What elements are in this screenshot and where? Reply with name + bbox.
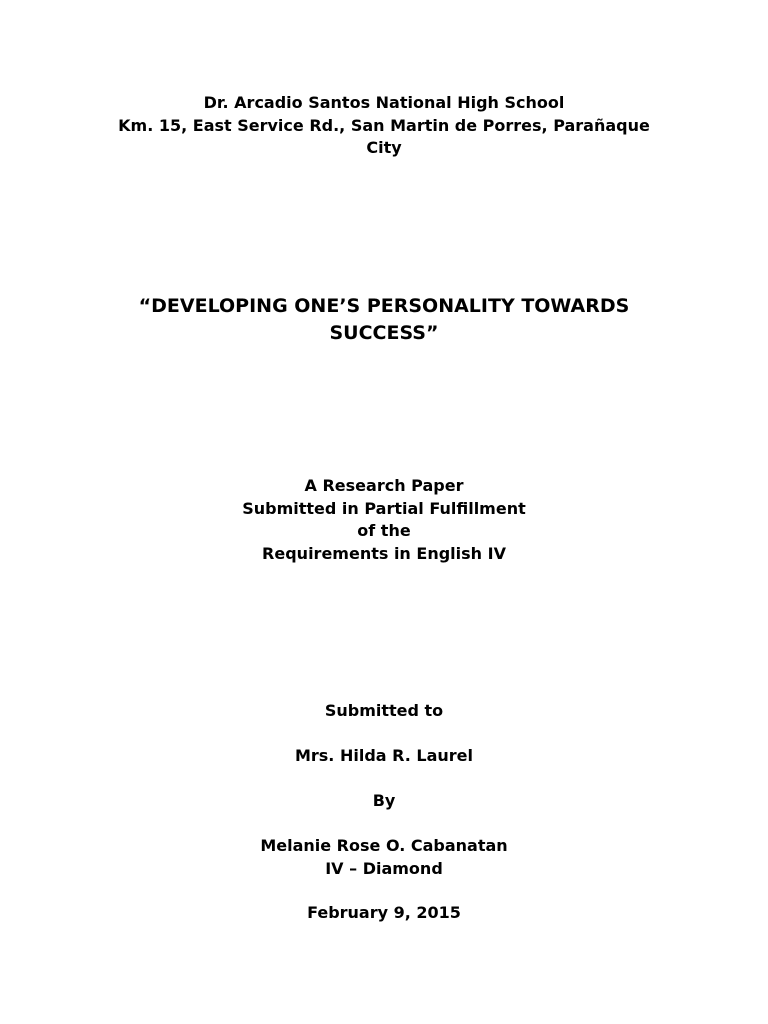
description-line-4: Requirements in English IV bbox=[262, 543, 506, 563]
paper-title bbox=[0, 293, 768, 347]
description-line-1: A Research Paper bbox=[304, 476, 464, 495]
student-block bbox=[0, 835, 768, 880]
school-name: Dr. Arcadio Santos National High School bbox=[203, 93, 565, 112]
teacher-block bbox=[0, 745, 768, 768]
paper-title-line-1: “DEVELOPING ONE’S PERSONALITY TOWARDS bbox=[138, 295, 630, 317]
submitted-to-label: Submitted to bbox=[324, 701, 444, 720]
student-name: Melanie Rose O. Cabanatan bbox=[260, 836, 508, 855]
by-label-block bbox=[0, 790, 768, 813]
paper-description bbox=[0, 475, 768, 565]
date-block bbox=[0, 902, 768, 925]
student-section: IV – Diamond bbox=[325, 858, 443, 878]
paper-title-line-2: SUCCESS” bbox=[329, 322, 439, 344]
school-address-line-2: City bbox=[366, 138, 402, 157]
submission-date: February 9, 2015 bbox=[307, 903, 461, 922]
submitted-to-label-block bbox=[0, 700, 768, 723]
teacher-name: Mrs. Hilda R. Laurel bbox=[294, 746, 474, 765]
by-label: By bbox=[372, 791, 396, 810]
description-line-3: of the bbox=[357, 521, 411, 540]
school-address-line-1: Km. 15, East Service Rd., San Martin de Porres, Parañaque bbox=[118, 115, 650, 135]
description-line-2: Submitted in Partial Fulfillment bbox=[242, 498, 526, 518]
school-header bbox=[0, 92, 768, 160]
